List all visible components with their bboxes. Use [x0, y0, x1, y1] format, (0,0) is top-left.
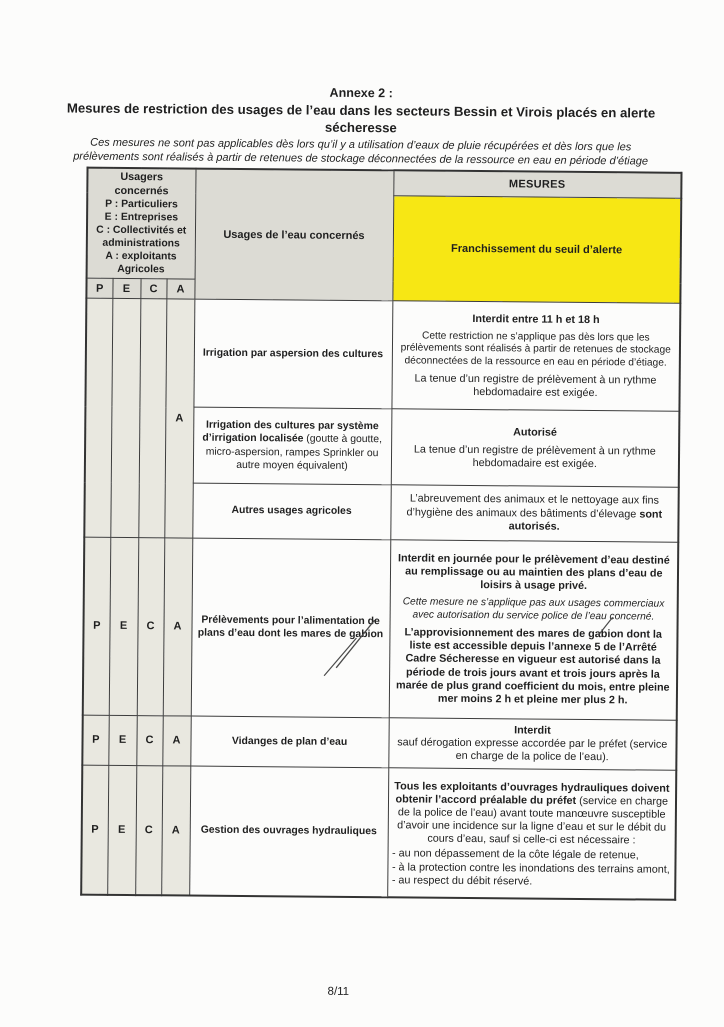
measure-text: La tenue d’un registre de prélèvement à un rythme hebdomadaire est exigée. — [414, 372, 657, 400]
measures-ouvrages-hydrauliques — [387, 768, 676, 901]
users-legend-cell — [87, 168, 196, 279]
column-letter-c: C — [140, 279, 166, 299]
measure-text: La tenue d’un registre de prélèvement à un rythme hebdomadaire est exigée. — [413, 443, 656, 471]
document-subtitle: Ces mesures ne sont pas applicables dès lors qu’il y a utilisation d’eaux de pluie récupérées et dès lors que les prélèvements sont réalisés à partir de retenues de stockage déconnectées de la ressource en eau en période d’étiage — [73, 136, 649, 168]
measures-irrigation-aspersion — [391, 301, 680, 412]
user-col-c: C — [135, 766, 162, 896]
measure-text: L’approvisionnement des mares de gabion dont la liste est accessible depuis l’annexe 5 de l’Arrêté Cadre Sécheresse en vigueur est autorisé dans la période de trois jours avant et trois jours après la marée de plus grand coefficient du mois, entre pleine mer moins 2 h et pleine mer plus 2 h. — [395, 626, 670, 707]
document-title: Mesures de restriction des usages de l’eau dans les secteurs Bessin et Virois placés en alerte sécheresse — [66, 100, 656, 136]
user-col-a: A — [161, 766, 190, 896]
user-col-a: A — [162, 716, 190, 766]
column-letter-e: E — [112, 279, 140, 299]
column-letter-a: A — [166, 279, 194, 299]
user-col-e: E — [108, 715, 136, 765]
legend-item-particuliers: P : Particuliers — [105, 199, 178, 211]
alert-threshold-header: Franchissement du seuil d’alerte — [392, 196, 681, 304]
measure-text: Interdit sauf dérogation expresse accordée par le préfet (service en charge de la police de l’eau). — [397, 724, 668, 764]
user-col-p: P — [82, 715, 108, 765]
table-row — [85, 299, 680, 412]
legend-item-entreprises: E : Entreprises — [104, 212, 179, 224]
measure-bullet: - au respect du débit réservé. — [391, 874, 533, 888]
measure-text: Cette restriction ne s’applique pas dès lors que les prélèvements sont réalisés à partir de retenues de stockage déconnectées de la ressource en eau en période d’étiage. — [400, 330, 671, 369]
measure-text: L’abreuvement des animaux et le nettoyage aux fins d’hygiène des animaux des bâtiments d’élevage sont autorisés. — [406, 492, 663, 533]
measure-text: Tous les exploitants d’ouvrages hydrauliques doivent obtenir l’accord préalable du préfet (service en charge de la police de l’eau) avant toute manœuvre susceptible d’avoir une incidence sur la ligne d’eau et sur le débit du cours d’eau, sauf si celle-ci est nécessaire : — [394, 779, 670, 847]
measures-column-header: MESURES — [393, 171, 681, 199]
measures-autres-agricoles — [390, 485, 678, 542]
user-col-e: E — [107, 765, 136, 895]
measure-bullet: - à la protection contre les inondations des terrains amont, — [391, 860, 670, 876]
user-col-e: E — [109, 537, 139, 715]
users-legend-title: Usagers concernés — [114, 171, 169, 198]
measure-text: Interdit en journée pour le prélèvement d’eau destiné au remplissage ou au maintien des plans d’eau de loisirs à usage privé. — [397, 552, 670, 593]
usage-note: (goutte à goutte, micro-aspersion, rampes Sprinkler ou autre moyen équivalent) — [205, 433, 383, 473]
page-number: 8/11 — [327, 986, 350, 999]
table-row — [83, 537, 679, 720]
measure-text: Interdit entre 11 h et 18 h — [472, 312, 600, 326]
measures-prelevements-plans-eau — [389, 540, 679, 721]
annexe-label: Annexe 2 : — [329, 85, 393, 101]
measures-vidanges — [388, 718, 676, 771]
legend-item-collectivites: C : Collectivités et administrations — [96, 225, 187, 250]
measure-text: Autorisé — [513, 426, 557, 439]
legend-item-agricoles: A : exploitants Agricoles — [105, 251, 177, 276]
usage-prelevements-plans-eau: Prélèvements pour l’alimentation de plans d’eau dont les mares de gabion — [191, 538, 391, 718]
usage-autres-agricoles: Autres usages agricoles — [192, 483, 390, 539]
table-row — [81, 765, 676, 900]
measures-irrigation-localisee — [391, 409, 680, 488]
usage-label: Irrigation des cultures par système d’irrigation localisée — [202, 419, 379, 445]
usage-irrigation-localisee — [193, 407, 392, 485]
measure-bullet: - au non dépassement de la côte légale de retenue, — [392, 847, 639, 862]
table-row — [82, 715, 676, 770]
usages-column-header: Usages de l’eau concernés — [194, 169, 393, 301]
user-col-c: C — [137, 538, 165, 716]
user-col-empty-p — [84, 299, 112, 538]
usage-irrigation-aspersion: Irrigation par aspersion des cultures — [193, 300, 392, 410]
column-letter-p: P — [86, 279, 112, 299]
measure-text: Cette mesure ne s’applique pas aux usages commerciaux avec autorisation du service police de l’eau concerné. — [402, 596, 665, 623]
document-header — [0, 0, 724, 170]
restrictions-table — [80, 167, 682, 901]
user-col-p: P — [83, 537, 111, 715]
user-col-agri-a: A — [164, 299, 194, 538]
user-col-empty-c — [138, 299, 166, 538]
user-col-a: A — [163, 538, 193, 716]
usage-vidanges: Vidanges de plan d’eau — [190, 716, 388, 768]
user-col-c: C — [136, 716, 162, 766]
usage-ouvrages-hydrauliques: Gestion des ouvrages hydrauliques — [189, 766, 388, 898]
user-col-p: P — [81, 765, 108, 895]
user-col-empty-e — [110, 299, 140, 538]
